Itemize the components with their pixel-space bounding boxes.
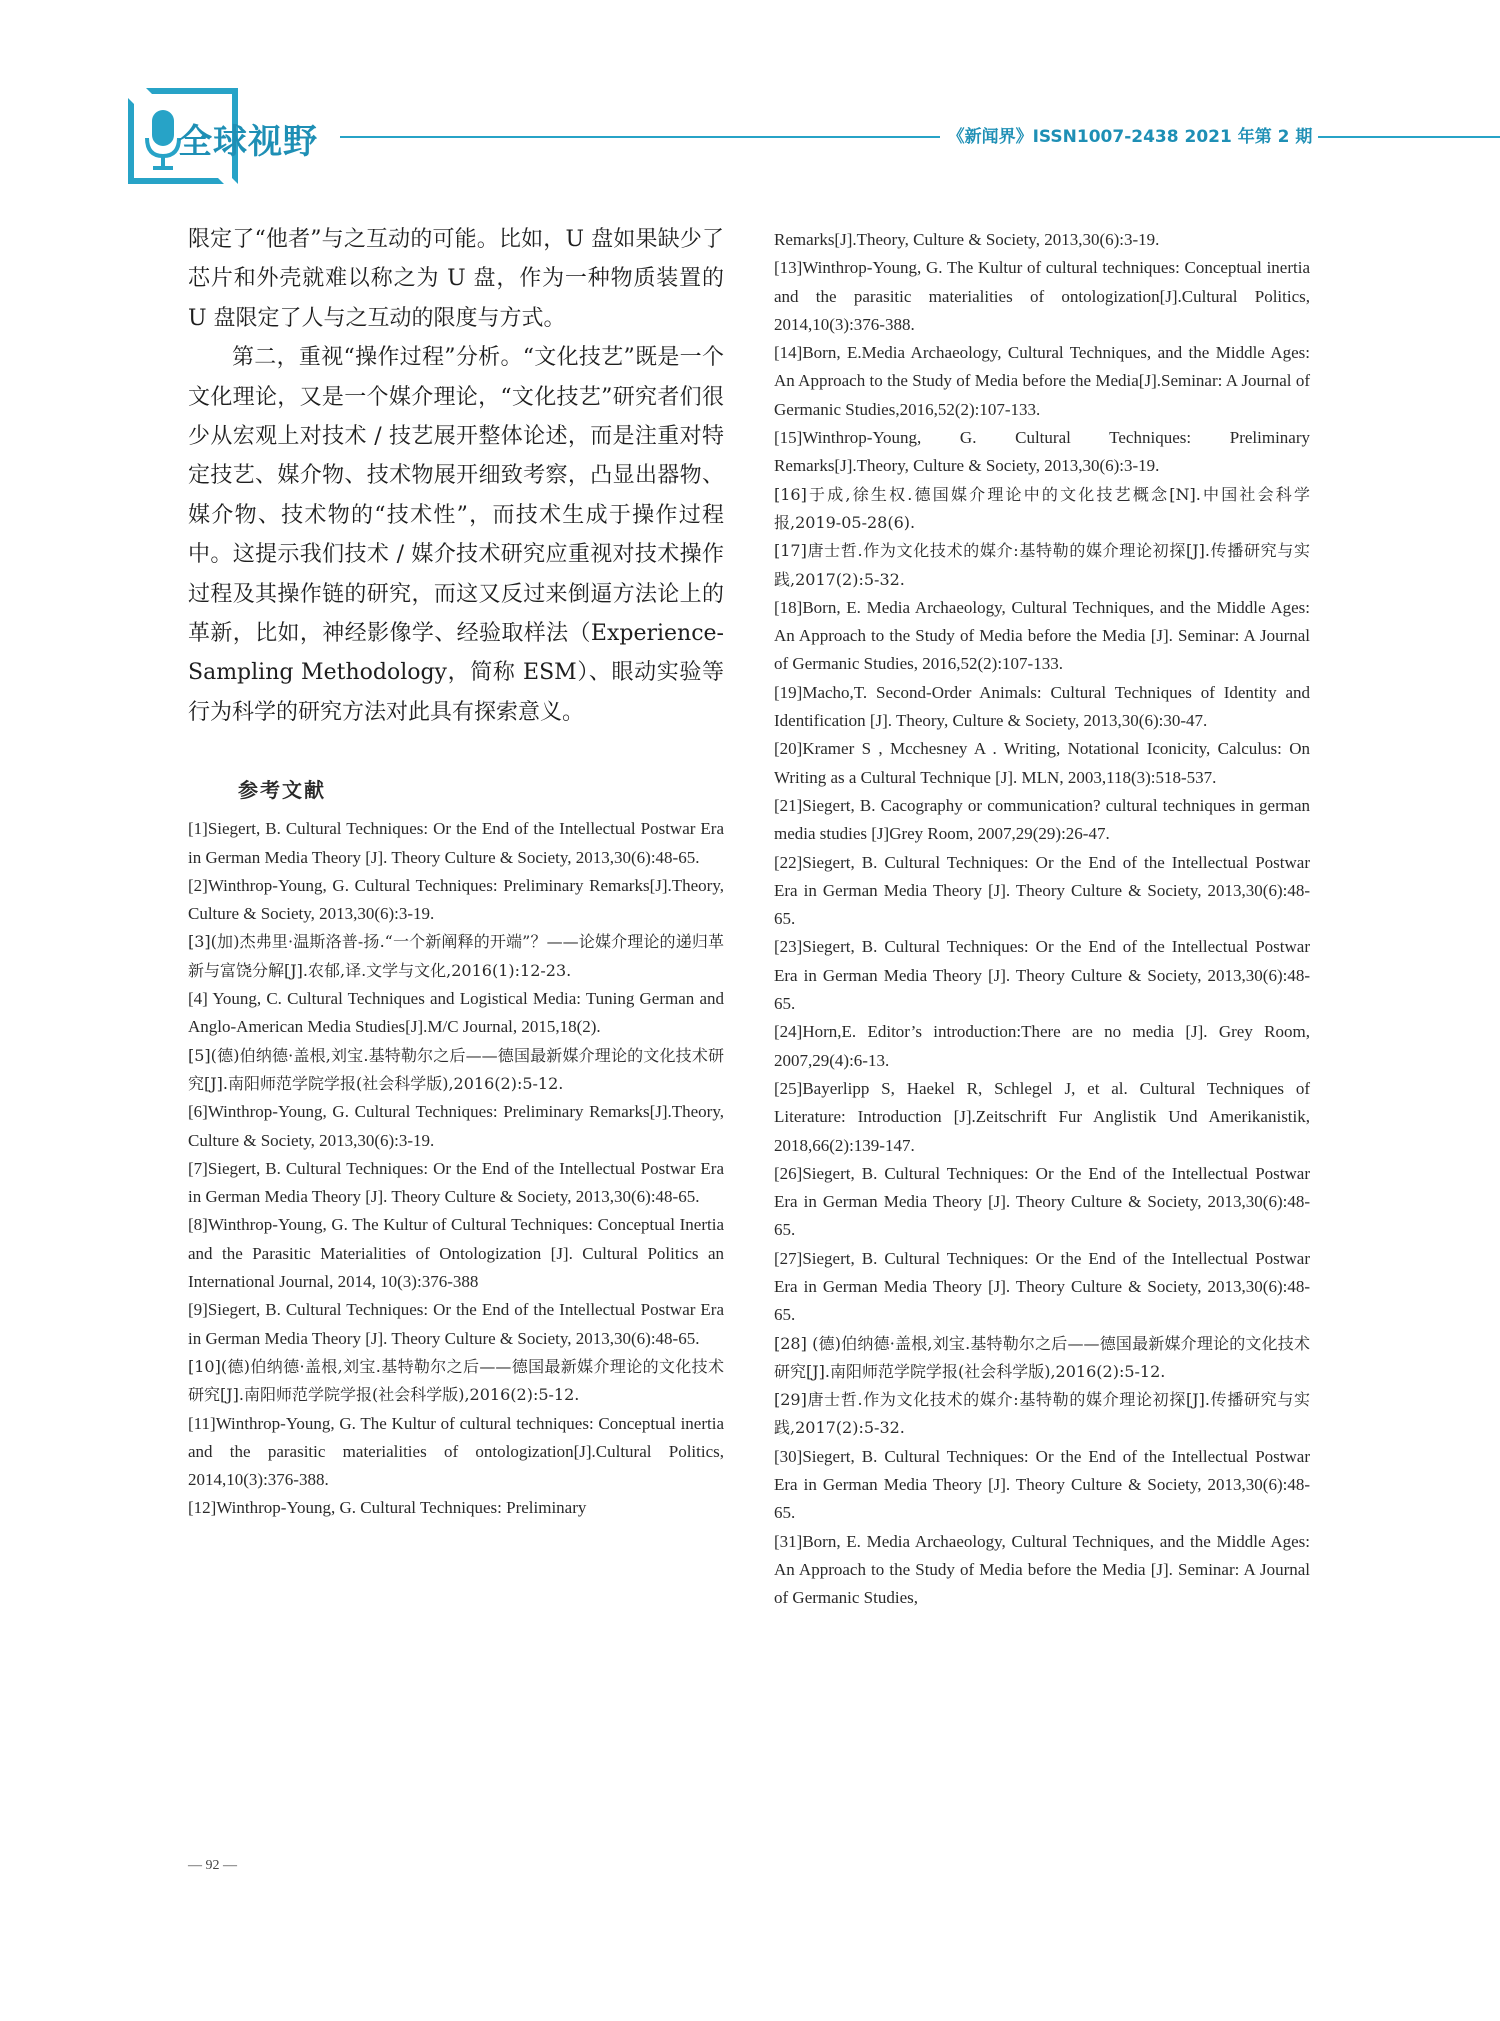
reference-item: [12]Winthrop-Young, G. Cultural Techniques: Preliminary [188, 1498, 587, 1518]
reference-item: [31]Born, E. Media Archaeology, Cultural Techniques, and the Middle Ages: An Approach to the Study of Media before the Media [J]. Seminar: A Journal of Germanic Studies, [774, 1531, 1310, 1608]
header-rule-right [1318, 136, 1500, 138]
reference-item: [30]Siegert, B. Cultural Techniques: Or the End of the Intellectual Postwar Era in German Media Theory [J]. Theory Culture & Society, 2013,30(6):48-65. [774, 1446, 1310, 1523]
reference-item: [1]Siegert, B. Cultural Techniques: Or the End of the Intellectual Postwar Era in German Media Theory [J]. Theory Culture & Society, 2013,30(6):48-65. [188, 819, 724, 867]
microphone-icon [144, 108, 182, 172]
body-paragraph-1: 限定了“他者”与之互动的可能。比如，U 盘如果缺少了芯片和外壳就难以称之为 U 盘，作为一种物质装置的 U 盘限定了人与之互动的限度与方式。 [188, 227, 724, 331]
reference-item: [5](德)伯纳德·盖根,刘宝.基特勒尔之后——德国最新媒介理论的文化技术研究[J].南阳师范学院学报(社会科学版),2016(2):5-12. [188, 1045, 724, 1093]
reference-item: [14]Born, E.Media Archaeology, Cultural Techniques, and the Middle Ages: An Approach to the Study of Media before the Media[J].Seminar: A Journal of Germanic Studies,2016,52(2):107-133. [774, 343, 1310, 419]
references-list-left [188, 815, 724, 1522]
reference-item: [3](加)杰弗里·温斯洛普-扬.“一个新阐释的开端”？——论媒介理论的递归革新与富饶分解[J].农郁,译.文学与文化,2016(1):12-23. [188, 932, 724, 980]
body-paragraph-2: 第二，重视“操作过程”分析。“文化技艺”既是一个文化理论，又是一个媒介理论，“文化技艺”研究者们很少从宏观上对技术 / 技艺展开整体论述，而是注重对特定技艺、媒介物、技术物展开细致考察，凸显出器物、媒介物、技术物的“技术性”，而技术生成于操作过程中。这提示我们技术 / 媒介技术研究应重视对技术操作过程及其操作链的研究，而这又反过来倒逼方法论上的革新，比如，神经影像学、经验取样法（Experience-Sampling Methodology，简称 ESM）、眼动实验等行为科学的研究方法对此具有探索意义。 [188, 345, 724, 725]
reference-item: [21]Siegert, B. Cacography or communication? cultural techniques in german media studies [J]Grey Room, 2007,29(29):26-47. [774, 795, 1310, 844]
reference-item: [18]Born, E. Media Archaeology, Cultural Techniques, and the Middle Ages: An Approach to the Study of Media before the Media [J]. Seminar: A Journal of Germanic Studies, 2016,52(2):107-133. [774, 597, 1310, 674]
reference-item: [25]Bayerlipp S, Haekel R, Schlegel J, et al. Cultural Techniques of Literature: Introduction [J].Zeitschrift Fur Anglistik Und Amerikanistik, 2018,66(2):139-147. [774, 1078, 1310, 1155]
reference-item: [11]Winthrop-Young, G. The Kultur of cultural techniques: Conceptual inertia and the parasitic materialities of ontologization[J].Cultural Politics, 2014,10(3):376-388. [188, 1413, 724, 1490]
references-heading: 参考文献 [238, 778, 326, 803]
journal-info: 《新闻界》ISSN1007-2438 2021 年第 2 期 [947, 127, 1313, 147]
reference-item: [9]Siegert, B. Cultural Techniques: Or the End of the Intellectual Postwar Era in German Media Theory [J]. Theory Culture & Society, 2013,30(6):48-65. [188, 1300, 724, 1348]
reference-item: [22]Siegert, B. Cultural Techniques: Or the End of the Intellectual Postwar Era in German Media Theory [J]. Theory Culture & Society, 2013,30(6):48-65. [774, 852, 1310, 929]
reference-item: [19]Macho,T. Second-Order Animals: Cultural Techniques of Identity and Identification [J]. Theory, Culture & Society, 2013,30(6):30-47. [774, 682, 1310, 731]
reference-item: [20]Kramer S , Mcchesney A . Writing, Notational Iconicity, Calculus: On Writing as a Cultural Technique [J]. MLN, 2003,118(3):518-537. [774, 739, 1310, 787]
reference-item: [17]唐士哲.作为文化技术的媒介:基特勒的媒介理论初探[J].传播研究与实践,2017(2):5-32. [774, 541, 1310, 589]
page-header [0, 0, 1500, 200]
reference-item: [23]Siegert, B. Cultural Techniques: Or the End of the Intellectual Postwar Era in German Media Theory [J]. Theory Culture & Society, 2013,30(6):48-65. [774, 937, 1310, 1014]
right-column [774, 226, 1310, 1613]
references-list-right [774, 226, 1310, 1613]
reference-item: [27]Siegert, B. Cultural Techniques: Or the End of the Intellectual Postwar Era in German Media Theory [J]. Theory Culture & Society, 2013,30(6):48-65. [774, 1248, 1310, 1325]
reference-item: [29]唐士哲.作为文化技术的媒介:基特勒的媒介理论初探[J].传播研究与实践,2017(2):5-32. [774, 1390, 1310, 1438]
reference-item: Remarks[J].Theory, Culture & Society, 2013,30(6):3-19. [774, 230, 1160, 249]
reference-item: [10](德)伯纳德·盖根,刘宝.基特勒尔之后——德国最新媒介理论的文化技术研究[J].南阳师范学院学报(社会科学版),2016(2):5-12. [188, 1356, 724, 1405]
reference-item: [24]Horn,E. Editor’s introduction:There are no media [J]. Grey Room, 2007,29(4):6-13. [774, 1022, 1310, 1070]
reference-item: [16]于成,徐生权.德国媒介理论中的文化技艺概念[N].中国社会科学报,2019-05-28(6). [774, 484, 1310, 532]
column-title: 全球视野 [178, 122, 318, 162]
reference-item: [7]Siegert, B. Cultural Techniques: Or the End of the Intellectual Postwar Era in German Media Theory [J]. Theory Culture & Society, 2013,30(6):48-65. [188, 1158, 724, 1207]
reference-item: [6]Winthrop-Young, G. Cultural Techniques: Preliminary Remarks[J].Theory, Culture & Society, 2013,30(6):3-19. [188, 1102, 724, 1150]
reference-item: [26]Siegert, B. Cultural Techniques: Or the End of the Intellectual Postwar Era in German Media Theory [J]. Theory Culture & Society, 2013,30(6):48-65. [774, 1163, 1310, 1240]
left-column [188, 220, 724, 1523]
reference-item: [2]Winthrop-Young, G. Cultural Techniques: Preliminary Remarks[J].Theory, Culture & Society, 2013,30(6):3-19. [188, 875, 724, 924]
reference-item: [8]Winthrop-Young, G. The Kultur of Cultural Techniques: Conceptual Inertia and the Parasitic Materialities of Ontologization [J]. Cultural Politics an International Journal, 2014, 10(3):376-388 [188, 1215, 724, 1292]
reference-item: [15]Winthrop-Young, G. Cultural Techniques: Preliminary Remarks[J].Theory, Culture & Society, 2013,30(6):3-19. [774, 428, 1310, 476]
reference-item: [28] (德)伯纳德·盖根,刘宝.基特勒尔之后——德国最新媒介理论的文化技术研究[J].南阳师范学院学报(社会科学版),2016(2):5-12. [774, 1333, 1310, 1381]
header-rule-left [340, 136, 940, 138]
reference-item: [13]Winthrop-Young, G. The Kultur of cultural techniques: Conceptual inertia and the parasitic materialities of ontologization[J].Cultural Politics, 2014,10(3):376-388. [774, 258, 1310, 334]
reference-item: [4] Young, C. Cultural Techniques and Logistical Media: Tuning German and Anglo-American Media Studies[J].M/C Journal, 2015,18(2). [188, 989, 724, 1037]
page-number: — 92 — [188, 1858, 237, 1873]
